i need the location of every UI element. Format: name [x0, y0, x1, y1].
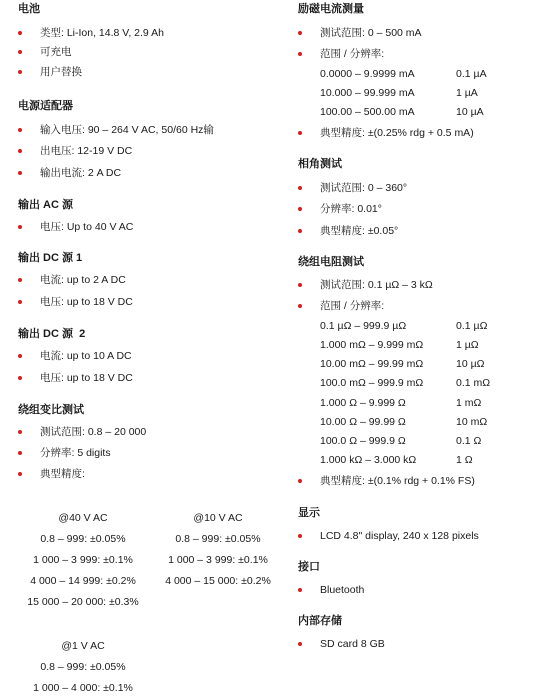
ratio-heading: 绕组变比测试 — [18, 404, 84, 416]
winding-range-row: 100.0 mΩ – 999.9 mΩ 0.1 mΩ — [320, 377, 491, 389]
accuracy-1v-block — [18, 639, 148, 695]
accuracy-40v-block — [18, 511, 148, 609]
bullet-icon — [18, 278, 22, 282]
accuracy-10v-row: 1 000 – 3 999: ±0.1% — [168, 554, 268, 566]
battery-type: 类型: Li-Ion, 14.8 V, 2.9 Ah — [18, 26, 164, 40]
bullet-icon — [18, 70, 22, 74]
phase-range: 测试范围: 0 – 360° — [298, 181, 407, 195]
bullet-icon — [298, 642, 302, 646]
display-heading: 显示 — [298, 507, 320, 519]
adapter-output-voltage: 出电压: 12-19 V DC — [18, 144, 132, 158]
accuracy-10v-row: 0.8 – 999: ±0.05% — [175, 533, 261, 545]
phase-resolution: 分辨率: 0.01° — [298, 202, 382, 216]
storage-heading: 内部存储 — [298, 615, 342, 627]
ac-source-voltage: 电压: Up to 40 V AC — [18, 220, 133, 234]
bullet-icon — [18, 31, 22, 35]
dc-source-2-current: 电流: up to 10 A DC — [18, 349, 132, 363]
accuracy-10v-block — [153, 511, 283, 588]
dc-source-1-voltage: 电压: up to 18 V DC — [18, 295, 133, 309]
accuracy-1v-header: @1 V AC — [61, 640, 105, 652]
ratio-resolution: 分辨率: 5 digits — [18, 446, 111, 460]
bullet-icon — [298, 207, 302, 211]
bullet-icon — [298, 588, 302, 592]
winding-range-row: 0.1 µΩ – 999.9 µΩ 0.1 µΩ — [320, 320, 488, 332]
phase-heading: 相角测试 — [298, 158, 342, 170]
storage-sd-card: SD card 8 GB — [298, 637, 385, 651]
winding-heading: 绕组电阻测试 — [298, 256, 364, 268]
accuracy-40v-row: 1 000 – 3 999: ±0.1% — [33, 554, 133, 566]
bullet-icon — [18, 451, 22, 455]
excitation-resolution-label: 范围 / 分辨率: — [298, 47, 384, 61]
accuracy-1v-row: 0.8 – 999: ±0.05% — [40, 661, 126, 673]
accuracy-10v-header: @10 V AC — [193, 512, 243, 524]
bullet-icon — [18, 300, 22, 304]
dc-source-2-heading: 输出 DC 源 2 — [18, 328, 86, 340]
bullet-icon — [298, 186, 302, 190]
winding-range-row: 10.00 mΩ – 99.99 mΩ 10 µΩ — [320, 358, 485, 370]
bullet-icon — [18, 430, 22, 434]
accuracy-40v-header: @40 V AC — [58, 512, 108, 524]
dc-source-1-current: 电流: up to 2 A DC — [18, 273, 126, 287]
dc-source-1-heading: 输出 DC 源 1 — [18, 252, 83, 264]
bullet-icon — [18, 376, 22, 380]
winding-range-row: 10.00 Ω – 99.99 Ω 10 mΩ — [320, 416, 488, 428]
bullet-icon — [298, 131, 302, 135]
bullet-icon — [298, 283, 302, 287]
bullet-icon — [18, 50, 22, 54]
bullet-icon — [18, 128, 22, 132]
bullet-icon — [298, 52, 302, 56]
bullet-icon — [18, 225, 22, 229]
accuracy-1v-row: 1 000 – 4 000: ±0.1% — [33, 682, 133, 694]
interface-bluetooth: Bluetooth — [298, 583, 364, 597]
accuracy-40v-row: 4 000 – 14 999: ±0.2% — [30, 575, 136, 587]
accuracy-40v-row: 0.8 – 999: ±0.05% — [40, 533, 126, 545]
bullet-icon — [18, 149, 22, 153]
bullet-icon — [18, 171, 22, 175]
interface-heading: 接口 — [298, 561, 320, 573]
adapter-output-current: 输出电流: 2 A DC — [18, 166, 121, 180]
display-spec: LCD 4.8" display, 240 x 128 pixels — [298, 529, 479, 543]
winding-range-row: 100.0 Ω – 999.9 Ω 0.1 Ω — [320, 435, 482, 447]
winding-accuracy: 典型精度: ±(0.1% rdg + 0.1% FS) — [298, 474, 475, 488]
battery-heading: 电池 — [18, 3, 40, 15]
ratio-range: 测试范围: 0.8 – 20 000 — [18, 425, 146, 439]
winding-range-row: 1.000 kΩ – 3.000 kΩ 1 Ω — [320, 454, 473, 466]
winding-range-row: 1.000 Ω – 9.999 Ω 1 mΩ — [320, 397, 482, 409]
winding-range: 测试范围: 0.1 µΩ – 3 kΩ — [298, 278, 433, 292]
bullet-icon — [298, 479, 302, 483]
dc-source-2-voltage: 电压: up to 18 V DC — [18, 371, 133, 385]
excitation-range: 测试范围: 0 – 500 mA — [298, 26, 422, 40]
bullet-icon — [18, 354, 22, 358]
excitation-range-row: 0.0000 – 9.9999 mA 0.1 µA — [320, 68, 487, 80]
battery-replaceable: 用户替换 — [18, 65, 82, 79]
battery-rechargeable: 可充电 — [18, 45, 72, 59]
winding-range-row: 1.000 mΩ – 9.999 mΩ 1 µΩ — [320, 339, 479, 351]
ratio-accuracy-label: 典型精度: — [18, 467, 85, 481]
bullet-icon — [298, 31, 302, 35]
excitation-range-row: 100.00 – 500.00 mA 10 µA — [320, 106, 484, 118]
accuracy-40v-row: 15 000 – 20 000: ±0.3% — [27, 596, 139, 608]
adapter-input: 输入电压: 90 – 264 V AC, 50/60 Hz输 — [18, 123, 214, 137]
winding-resolution-label: 范围 / 分辨率: — [298, 299, 384, 313]
excitation-accuracy: 典型精度: ±(0.25% rdg + 0.5 mA) — [298, 126, 474, 140]
excitation-range-row: 10.000 – 99.999 mA 1 µA — [320, 87, 478, 99]
phase-accuracy: 典型精度: ±0.05° — [298, 224, 398, 238]
adapter-heading: 电源适配器 — [18, 100, 73, 112]
bullet-icon — [298, 534, 302, 538]
excitation-heading: 励磁电流测量 — [298, 3, 364, 15]
accuracy-10v-row: 4 000 – 15 000: ±0.2% — [165, 575, 271, 587]
bullet-icon — [18, 472, 22, 476]
ac-source-heading: 输出 AC 源 — [18, 199, 73, 211]
bullet-icon — [298, 229, 302, 233]
bullet-icon — [298, 304, 302, 308]
